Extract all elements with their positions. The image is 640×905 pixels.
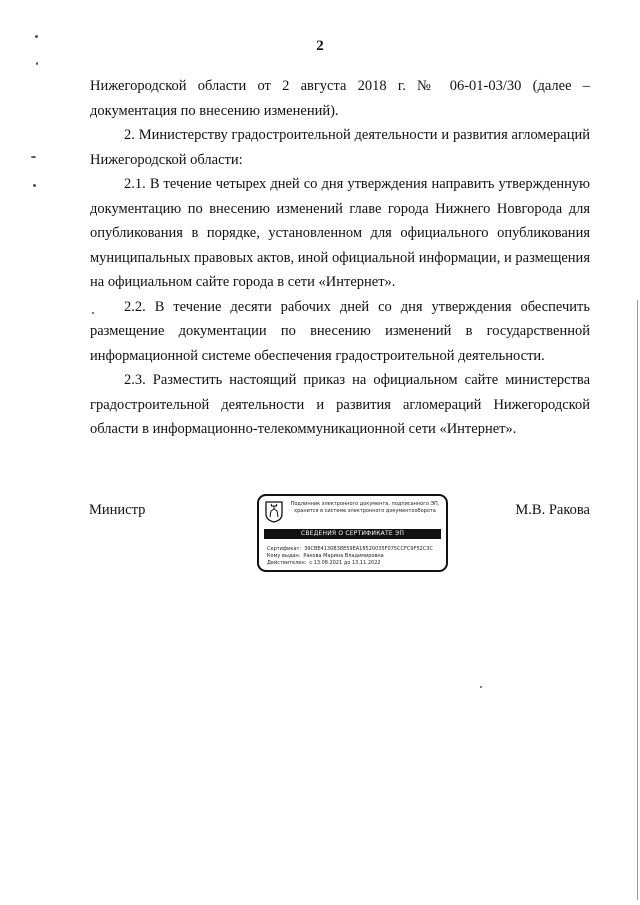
paragraph-item-2: 2. Министерству градостроительной деятельности и развития агломераций Нижегородской области: — [90, 127, 590, 168]
stamp-title-bar: СВЕДЕНИЯ О СЕРТИФИКАТЕ ЭП — [264, 529, 441, 539]
scan-speck — [35, 35, 38, 38]
stamp-issued-to-value: Ракова Марина Владимировна — [303, 553, 384, 559]
stamp-certificate-row — [267, 546, 433, 552]
deer-coat-of-arms-icon — [265, 501, 283, 523]
stamp-valid-value: с 13.08.2021 до 13.11.2022 — [309, 560, 381, 566]
scan-speck — [36, 62, 38, 65]
paragraph-item-2-3: 2.3. Разместить настоящий приказ на официальном сайте министерства градостроительной деятельности и развития агломераций Нижегородской области в информационно-телекоммуникационной сети «Интернет». — [90, 372, 590, 437]
signer-position: Министр — [89, 502, 146, 518]
scan-speck — [480, 686, 482, 688]
stamp-certificate-value: 39CBE4130B38E59EA18520035F075CCFC9F52C3C — [304, 546, 433, 552]
stamp-certificate-label: Сертификат: — [267, 546, 302, 552]
paragraph-continuation: Нижегородской области от 2 августа 2018 г. № 06-01-03/30 (далее – документация по внесению изменений). — [90, 78, 590, 119]
stamp-valid-row — [267, 560, 381, 566]
stamp-issued-to-row — [267, 553, 384, 559]
paragraph-item-2-2: 2.2. В течение десяти рабочих дней со дня утверждения обеспечить размещение документации по внесению изменений в государственной информационной системе обеспечения градостроительной деятельности. — [90, 298, 590, 364]
stamp-issued-to-label: Кому выдан: — [267, 553, 301, 559]
signer-name: М.В. Ракова — [515, 502, 590, 518]
scan-speck — [31, 156, 36, 158]
stamp-header-line: хранится в системе электронного документооборота — [294, 508, 436, 514]
stamp-header — [287, 501, 443, 515]
scan-speck — [33, 184, 36, 187]
document-body — [90, 74, 590, 442]
scan-edge-line — [637, 300, 638, 900]
page-number: 2 — [316, 38, 324, 54]
scan-speck — [92, 312, 94, 314]
electronic-signature-stamp — [257, 494, 448, 572]
stamp-valid-label: Действителен: — [267, 560, 307, 566]
paragraph-item-2-1: 2.1. В течение четырех дней со дня утверждения направить утвержденную документацию по внесению изменений главе города Нижнего Новгорода для опубликования в порядке, установленном для официального опубликования муниципальных правовых актов, иной официальной информации, и размещения на официальном сайте города в сети «Интернет». — [90, 176, 590, 290]
stamp-header-line: Подлинник электронного документа, подписанного ЭП, — [290, 501, 440, 507]
